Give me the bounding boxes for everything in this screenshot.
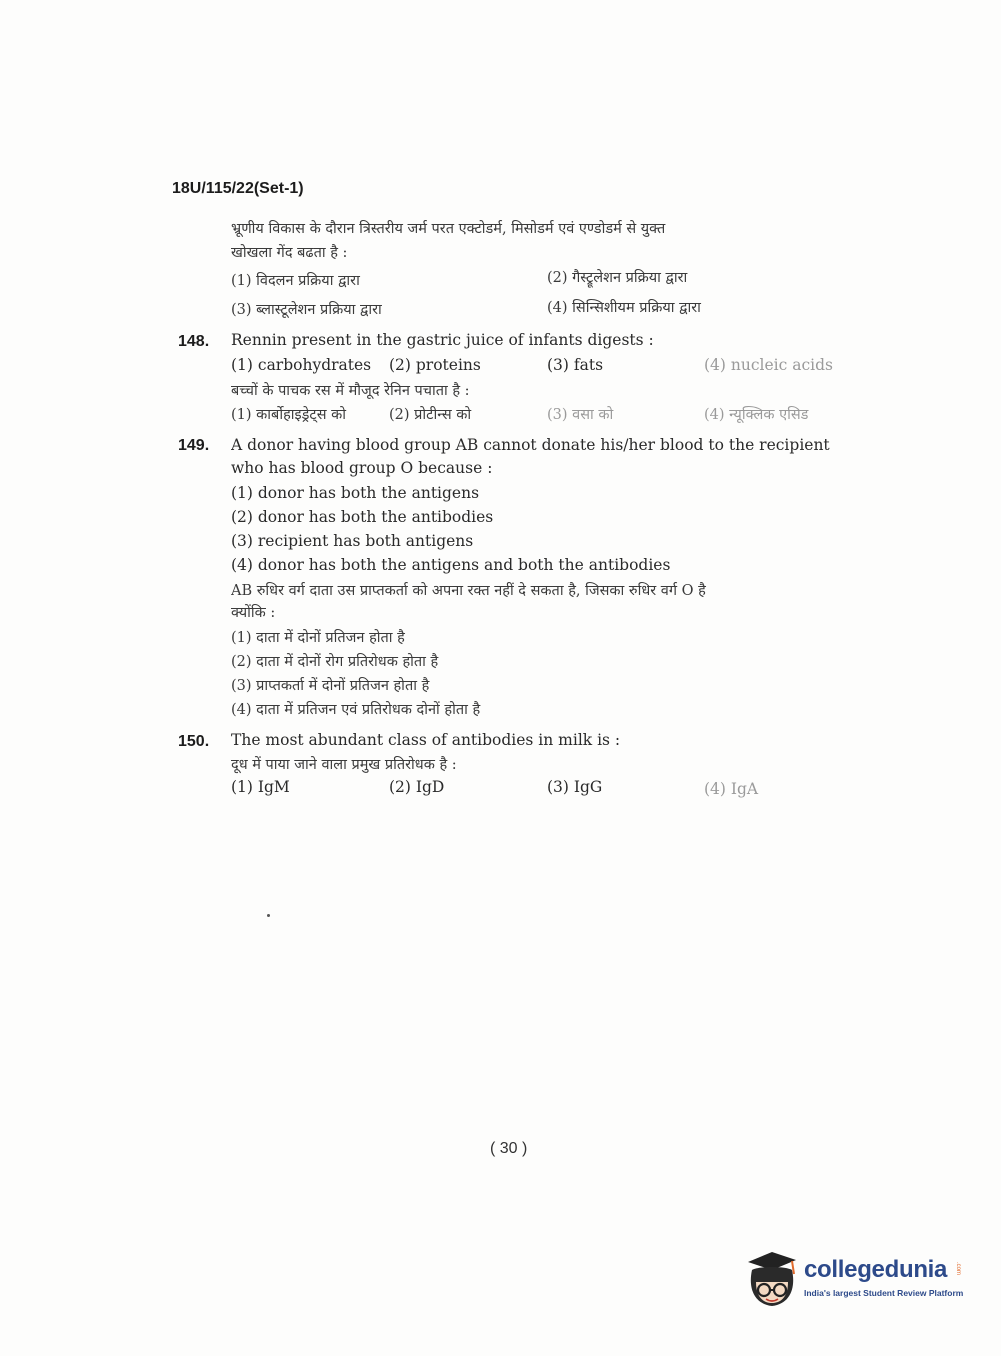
q148-option-2: (2) proteins — [389, 356, 481, 374]
q149-hindi-option-4: (4) दाता में प्रतिजन एवं प्रतिरोधक दोनों होता है — [231, 702, 481, 718]
q147-option-1: (1) विदलन प्रक्रिया द्वारा — [231, 273, 360, 289]
paper-code: 18U/115/22(Set-1) — [172, 180, 304, 197]
q149-option-3: (3) recipient has both antigens — [231, 532, 474, 550]
q148-option-3: (3) fats — [547, 356, 604, 374]
logo-suffix: .com — [955, 1262, 961, 1276]
q149-hindi-line1: AB रुधिर वर्ग दाता उस प्राप्तकर्ता को अपना रक्त नहीं दे सकता है, जिसका रुधिर वर्ग O है — [231, 583, 706, 599]
q148-text: Rennin present in the gastric juice of infants digests : — [231, 331, 654, 349]
q148-hindi-text: बच्चों के पाचक रस में मौजूद रेनिन पचाता है : — [231, 383, 470, 399]
q147-option-4: (4) सिन्सिशीयम प्रक्रिया द्वारा — [547, 300, 701, 316]
q149-text-line2: who has blood group O because : — [231, 459, 493, 477]
q148-option-4: (4) nucleic acids — [704, 356, 833, 374]
mascot-icon — [742, 1248, 802, 1310]
q148-hindi-option-3: (3) वसा को — [547, 407, 614, 423]
q149-option-2: (2) donor has both the antibodies — [231, 508, 494, 526]
logo-tagline: India's largest Student Review Platform — [804, 1288, 964, 1298]
q149-hindi-line2: क्योंकि : — [231, 605, 276, 621]
logo-wordmark: collegedunia — [804, 1256, 948, 1283]
q147-hindi-line1: भ्रूणीय विकास के दौरान त्रिस्तरीय जर्म परत एक्टोडर्म, मिसोडर्म एवं एण्डोडर्म से युक्त — [231, 221, 666, 237]
q149-text-line1: A donor having blood group AB cannot donate his/her blood to the recipient — [231, 436, 830, 454]
q149-option-1: (1) donor has both the antigens — [231, 484, 480, 502]
q149-hindi-option-2: (2) दाता में दोनों रोग प्रतिरोधक होता है — [231, 654, 439, 670]
q147-option-3: (3) ब्लास्टूलेशन प्रक्रिया द्वारा — [231, 302, 382, 318]
q149-number: 149. — [178, 437, 210, 454]
q150-option-3: (3) IgG — [547, 778, 603, 796]
q150-option-1: (1) IgM — [231, 778, 290, 796]
q149-hindi-option-3: (3) प्राप्तकर्ता में दोनों प्रतिजन होता है — [231, 678, 430, 694]
q150-option-2: (2) IgD — [389, 778, 445, 796]
q148-hindi-option-2: (2) प्रोटीन्स को — [389, 407, 472, 423]
q150-text: The most abundant class of antibodies in milk is : — [231, 731, 621, 749]
q148-number: 148. — [178, 333, 210, 350]
collegedunia-logo — [742, 1248, 967, 1310]
q147-option-2: (2) गैस्ट्रूलेशन प्रक्रिया द्वारा — [547, 270, 688, 286]
q149-option-4: (4) donor has both the antigens and both the antibodies — [231, 556, 671, 574]
q148-hindi-option-4: (4) न्यूक्लिक एसिड — [704, 407, 809, 423]
q148-hindi-option-1: (1) कार्बोहाइड्रेट्स को — [231, 407, 347, 423]
q150-number: 150. — [178, 733, 210, 750]
q147-hindi-line2: खोखला गेंद बढता है : — [231, 245, 348, 261]
page-number: ( 30 ) — [490, 1140, 528, 1157]
scan-speck — [267, 914, 270, 917]
q150-hindi-text: दूध में पाया जाने वाला प्रमुख प्रतिरोधक है : — [231, 757, 457, 773]
q148-option-1: (1) carbohydrates — [231, 356, 372, 374]
q149-hindi-option-1: (1) दाता में दोनों प्रतिजन होता है — [231, 630, 405, 646]
q150-option-4: (4) IgA — [704, 780, 759, 798]
